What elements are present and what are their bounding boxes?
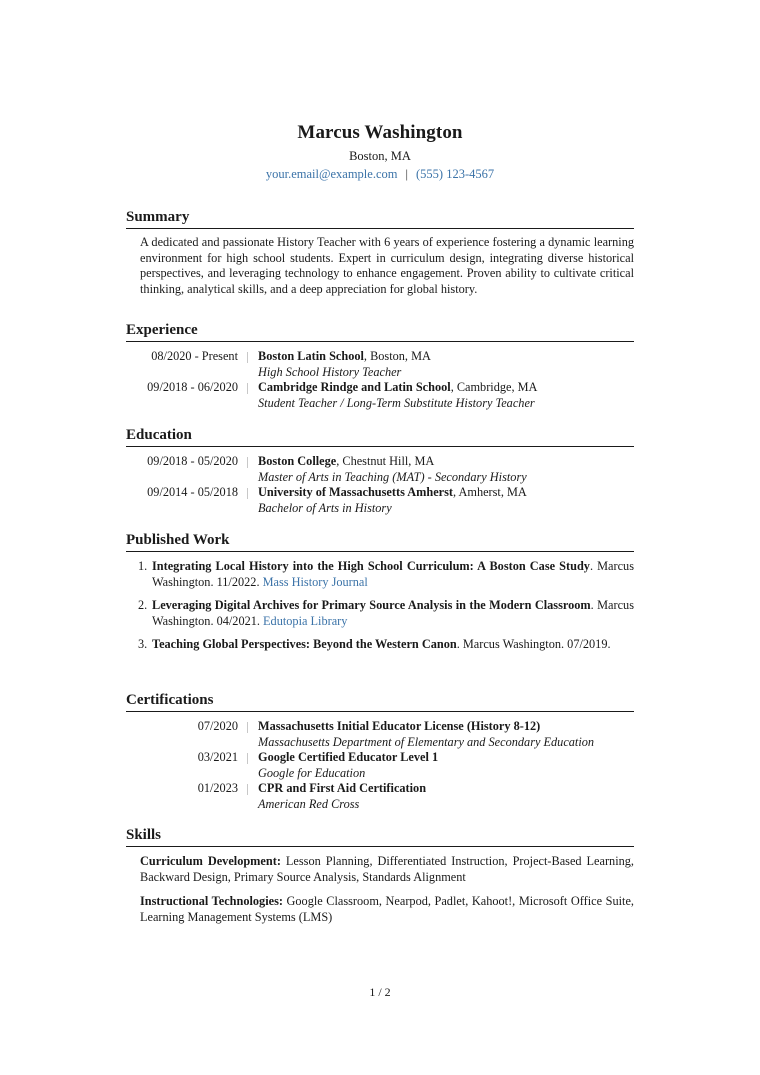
entry-role: High School History Teacher [258, 364, 402, 379]
entry-place: , Boston, MA [363, 349, 431, 363]
publication-number: 1. [138, 559, 148, 573]
entry-date: 09/2018 - 05/2020 [147, 454, 238, 468]
summary-text: A dedicated and passionate History Teacher with 6 years of experience fostering a dynamic learning environment for high school students. Expert in curriculum design, integrating diverse historical perspectives, and leveraging technology to enhance engagement. Proven ability to cultivate critical thinking, analytical skills, and a deep appreciation for global history. [140, 235, 634, 296]
entry-date: 01/2023 [197, 781, 238, 795]
candidate-name: Marcus Washington [297, 122, 463, 143]
entry-divider [247, 488, 248, 499]
publication-title: Teaching Global Perspectives: Beyond the Western Canon [152, 637, 457, 651]
entry-divider [247, 457, 248, 468]
skill-text: Lesson Planning, Differentiated Instruction, Project-Based Learning, Backward Design, Primary Source Analysis, Standards Alignment [140, 854, 634, 884]
entry-date: 08/2020 - Present [151, 349, 238, 363]
entry-date: 09/2014 - 05/2018 [147, 485, 238, 499]
education-entry [126, 485, 634, 516]
publication-meta: . Marcus Washington. 04/2021. [152, 598, 634, 628]
experience-section [126, 322, 634, 411]
entry-role: Bachelor of Arts in History [258, 500, 392, 515]
section-title-education: Education [126, 427, 634, 447]
entry-role: Master of Arts in Teaching (MAT) - Secondary History [258, 469, 527, 484]
candidate-location: Boston, MA [349, 149, 411, 163]
skill-label: Instructional Technologies: [140, 894, 283, 908]
section-title-certifications: Certifications [126, 692, 634, 712]
certification-entry [126, 719, 634, 750]
entry-role: American Red Cross [258, 796, 360, 811]
entry-org: Google Certified Educator Level 1 [258, 750, 439, 764]
publication-meta: . Marcus Washington. 11/2022. [152, 559, 634, 589]
entry-place: , Cambridge, MA [450, 380, 538, 394]
entry-divider [247, 784, 248, 795]
experience-entry [126, 380, 634, 411]
entry-role: Student Teacher / Long-Term Substitute History Teacher [258, 395, 535, 410]
section-title-skills: Skills [126, 827, 634, 847]
certification-entry [126, 781, 634, 812]
entry-org: Boston Latin School [258, 349, 364, 363]
publication-venue-link[interactable]: Mass History Journal [262, 574, 368, 589]
experience-entry [126, 349, 634, 380]
section-title-experience: Experience [126, 322, 634, 342]
section-title-summary: Summary [126, 209, 634, 229]
entry-org: CPR and First Aid Certification [258, 781, 427, 795]
entry-date: 07/2020 [197, 719, 238, 733]
publication-item [126, 598, 634, 629]
email-link[interactable]: your.email@example.com [265, 167, 398, 181]
summary-section [126, 209, 634, 297]
skill-text: Google Classroom, Nearpod, Padlet, Kahoot!, Microsoft Office Suite, Learning Management Systems (LMS) [140, 894, 634, 924]
entry-place: , Amherst, MA [453, 485, 527, 499]
skill-label: Curriculum Development: [140, 854, 281, 868]
entry-role: Google for Education [258, 765, 366, 780]
education-section [126, 427, 634, 516]
entry-role: Massachusetts Department of Elementary and Secondary Education [258, 734, 595, 749]
publication-number: 2. [138, 598, 148, 612]
entry-org: Cambridge Rindge and Latin School [258, 380, 451, 394]
section-title-published: Published Work [126, 532, 634, 552]
publication-meta: . Marcus Washington. 07/2019. [456, 637, 611, 651]
publication-venue-link[interactable]: Edutopia Library [263, 613, 348, 628]
publication-number: 3. [138, 637, 148, 651]
publication-title: Integrating Local History into the High School Curriculum: A Boston Case Study [152, 559, 590, 573]
entry-divider [247, 722, 248, 733]
publication-item [126, 559, 634, 590]
entry-divider [247, 753, 248, 764]
publication-item [126, 637, 634, 653]
entry-org: University of Massachusetts Amherst [258, 485, 454, 499]
published-section [126, 532, 634, 661]
phone-link[interactable]: (555) 123-4567 [416, 167, 495, 181]
contact-separator: | [405, 167, 408, 181]
skills-section [126, 827, 634, 925]
entry-divider [247, 383, 248, 394]
skill-group [140, 854, 634, 885]
education-entry [126, 454, 634, 485]
publication-list [126, 559, 634, 653]
entry-date: 09/2018 - 06/2020 [147, 380, 238, 394]
entry-org: Massachusetts Initial Educator License (History 8-12) [258, 719, 541, 733]
entry-divider [247, 352, 248, 363]
skill-group [140, 894, 634, 925]
entry-org: Boston College [258, 454, 337, 468]
publication-title: Leveraging Digital Archives for Primary Source Analysis in the Modern Classroom [152, 598, 591, 612]
entry-date: 03/2021 [197, 750, 238, 764]
page-number: 1 / 2 [369, 985, 391, 999]
certification-entry [126, 750, 634, 781]
contact-line [126, 167, 634, 182]
entry-place: , Chestnut Hill, MA [336, 454, 435, 468]
certifications-section [126, 692, 634, 812]
